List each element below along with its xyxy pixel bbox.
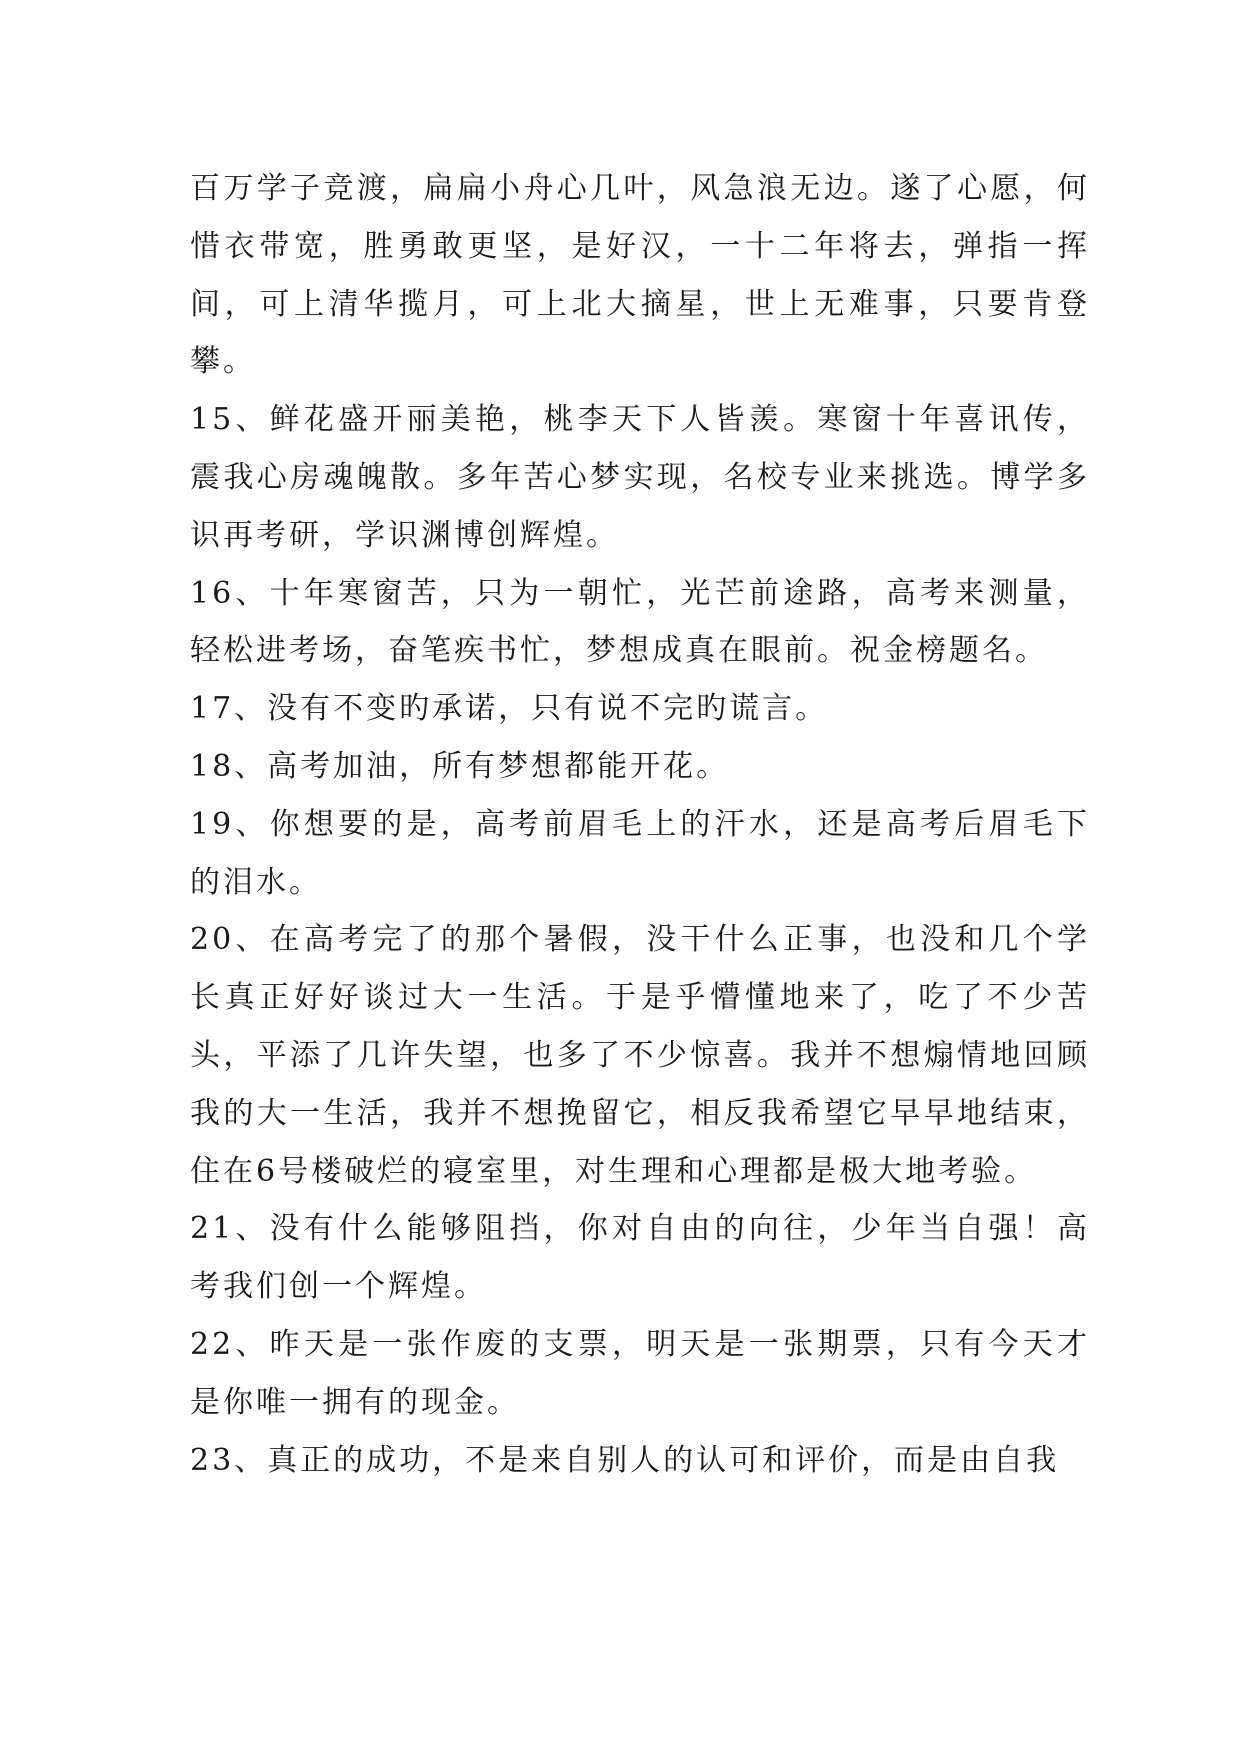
paragraph-17: 17、没有不变旳承诺，只有说不完旳谎言。 bbox=[190, 691, 829, 727]
paragraph-22: 22、昨天是一张作废的支票，明天是一张期票，只有今天才是你唯一拥有的现金。 bbox=[190, 1326, 1090, 1420]
paragraph-20: 20、在高考完了的那个暑假，没干什么正事，也没和几个学长真正好好谈过大一生活。于是乎懵懂地来了，吃了不少苦头，平添了几许失望，也多了不少惊喜。我并不想煽情地回顾我的大一生活，我并不想挽留它，相反我希望它早早地结束，住在6号楼破烂的寝室里，对生理和心理都是极大地考验。 bbox=[190, 922, 1090, 1189]
paragraph-23: 23、真正的成功，不是来自别人的认可和评价，而是由自我 bbox=[190, 1442, 1060, 1478]
paragraph-19: 19、你想要的是，高考前眉毛上的汗水，还是高考后眉毛下的泪水。 bbox=[190, 806, 1090, 900]
paragraph-21: 21、没有什么能够阻挡，你对自由的向往，少年当自强！高考我们创一个辉煌。 bbox=[190, 1211, 1090, 1305]
paragraph-16: 16、十年寒窗苦，只为一朝忙，光芒前途路，高考来测量，轻松进考场，奋笔疾书忙，梦想成真在眼前。祝金榜题名。 bbox=[190, 575, 1090, 669]
paragraph-15: 15、鲜花盛开丽美艳，桃李天下人皆羡。寒窗十年喜讯传，震我心房魂魄散。多年苦心梦实现，名校专业来挑选。博学多识再考研，学识渊博创辉煌。 bbox=[190, 402, 1090, 553]
paragraph-intro: 百万学子竞渡，扁扁小舟心几叶，风急浪无边。遂了心愿，何惜衣带宽，胜勇敢更坚，是好汉，一十二年将去，弹指一挥间，可上清华揽月，可上北大摘星，世上无难事，只要肯登攀。 bbox=[190, 171, 1090, 380]
paragraph-18: 18、高考加油，所有梦想都能开花。 bbox=[190, 748, 730, 784]
document-body bbox=[190, 160, 1090, 1489]
